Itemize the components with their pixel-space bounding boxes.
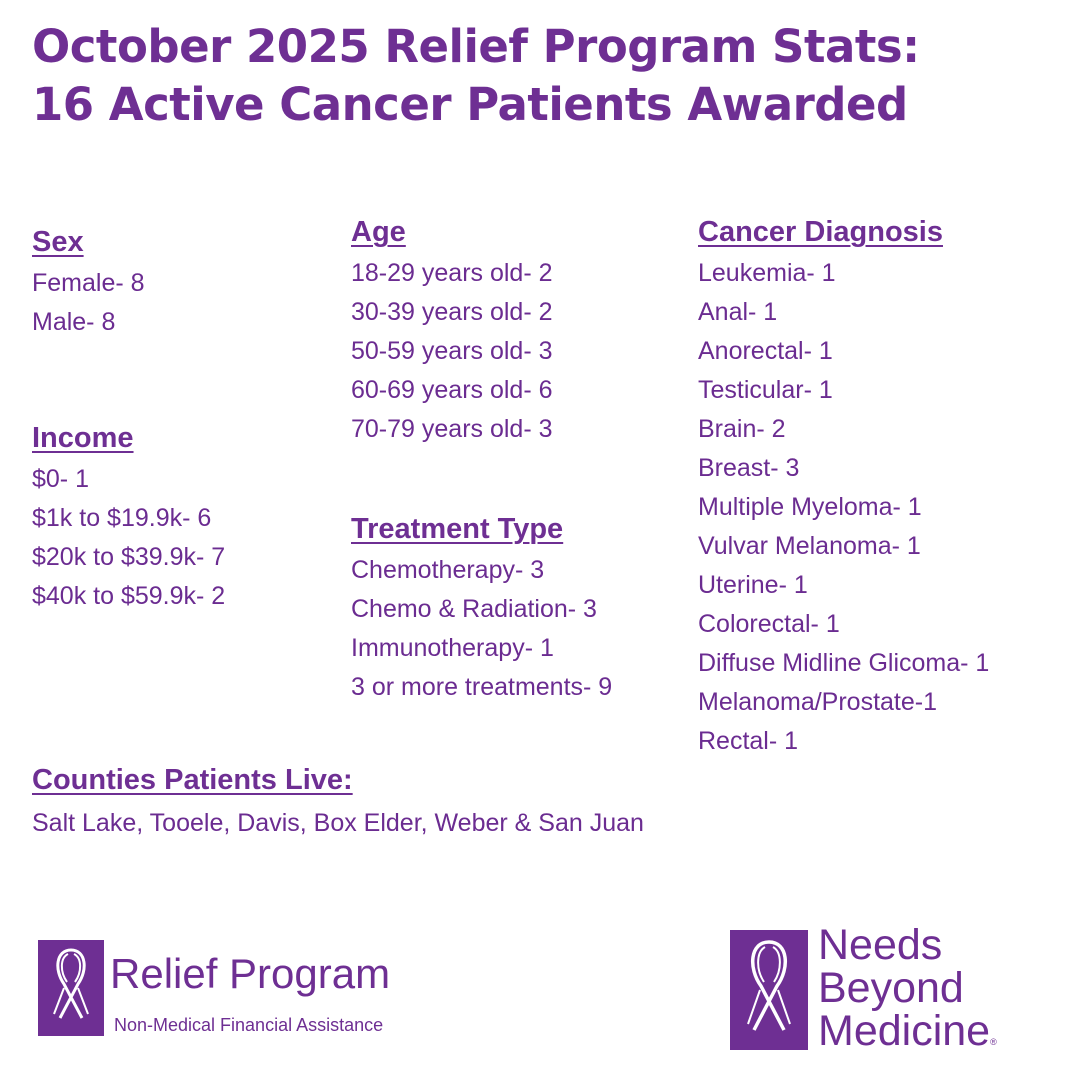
counties-section bbox=[32, 760, 644, 844]
counties-list bbox=[32, 802, 644, 844]
list-item: Female- 8 bbox=[32, 269, 145, 297]
list-item: Diffuse Midline Glicoma- 1 bbox=[698, 649, 990, 677]
treatment-heading: Treatment Type bbox=[351, 513, 564, 545]
list-item: 30-39 years old- 2 bbox=[351, 298, 553, 326]
list-item: Breast- 3 bbox=[698, 454, 800, 482]
nbm-ribbon-icon bbox=[730, 930, 808, 1050]
list-item: Brain- 2 bbox=[698, 415, 786, 443]
list-item: Anal- 1 bbox=[698, 298, 778, 326]
list-item: 70-79 years old- 3 bbox=[351, 415, 553, 443]
relief-logo-title: Relief Program bbox=[110, 950, 391, 997]
income-section bbox=[32, 418, 225, 616]
sex-section bbox=[32, 222, 145, 342]
income-list bbox=[32, 460, 225, 616]
nbm-line-3-text: Medicine bbox=[818, 1007, 991, 1055]
nbm-line-1: Needs bbox=[818, 921, 943, 969]
nbm-line-2: Beyond bbox=[818, 964, 964, 1012]
list-item: Chemo & Radiation- 3 bbox=[351, 595, 597, 623]
list-item: $0- 1 bbox=[32, 465, 89, 493]
list-item: Leukemia- 1 bbox=[698, 259, 836, 287]
list-item: Uterine- 1 bbox=[698, 571, 808, 599]
list-item: Anorectal- 1 bbox=[698, 337, 833, 365]
list-item: 3 or more treatments- 9 bbox=[351, 673, 613, 701]
page-title bbox=[32, 18, 920, 134]
list-item: Male- 8 bbox=[32, 308, 116, 336]
list-item: 50-59 years old- 3 bbox=[351, 337, 553, 365]
list-item: Multiple Myeloma- 1 bbox=[698, 493, 922, 521]
title-line-2: 16 Active Cancer Patients Awarded bbox=[32, 78, 908, 131]
list-item: Vulvar Melanoma- 1 bbox=[698, 532, 921, 560]
sex-heading: Sex bbox=[32, 226, 84, 258]
age-section bbox=[351, 212, 553, 449]
relief-ribbon-icon bbox=[38, 940, 104, 1036]
age-list bbox=[351, 254, 553, 449]
diagnosis-section bbox=[698, 212, 989, 761]
list-item: Rectal- 1 bbox=[698, 727, 799, 755]
diagnosis-heading: Cancer Diagnosis bbox=[698, 216, 943, 248]
diagnosis-list bbox=[698, 254, 989, 761]
relief-logo-subtitle: Non-Medical Financial Assistance bbox=[114, 1015, 384, 1035]
sex-list bbox=[32, 264, 145, 342]
age-heading: Age bbox=[351, 216, 406, 248]
list-item: $40k to $59.9k- 2 bbox=[32, 582, 226, 610]
list-item: 18-29 years old- 2 bbox=[351, 259, 553, 287]
counties-heading: Counties Patients Live: bbox=[32, 764, 353, 796]
list-item: Colorectal- 1 bbox=[698, 610, 840, 638]
list-item: Melanoma/Prostate-1 bbox=[698, 688, 938, 716]
nbm-line-3 bbox=[818, 1007, 1018, 1064]
list-item: Testicular- 1 bbox=[698, 376, 833, 404]
list-item: Immunotherapy- 1 bbox=[351, 634, 554, 662]
list-item: 60-69 years old- 6 bbox=[351, 376, 553, 404]
list-item: $1k to $19.9k- 6 bbox=[32, 504, 212, 532]
title-line-1: October 2025 Relief Program Stats: bbox=[32, 20, 920, 73]
list-item: Chemotherapy- 3 bbox=[351, 556, 545, 584]
income-heading: Income bbox=[32, 422, 134, 454]
list-item: Salt Lake, Tooele, Davis, Box Elder, Weber & San Juan bbox=[32, 809, 644, 837]
list-item: $20k to $39.9k- 7 bbox=[32, 543, 226, 571]
treatment-section bbox=[351, 509, 612, 707]
registered-mark: ® bbox=[990, 1037, 997, 1047]
treatment-list bbox=[351, 551, 612, 707]
